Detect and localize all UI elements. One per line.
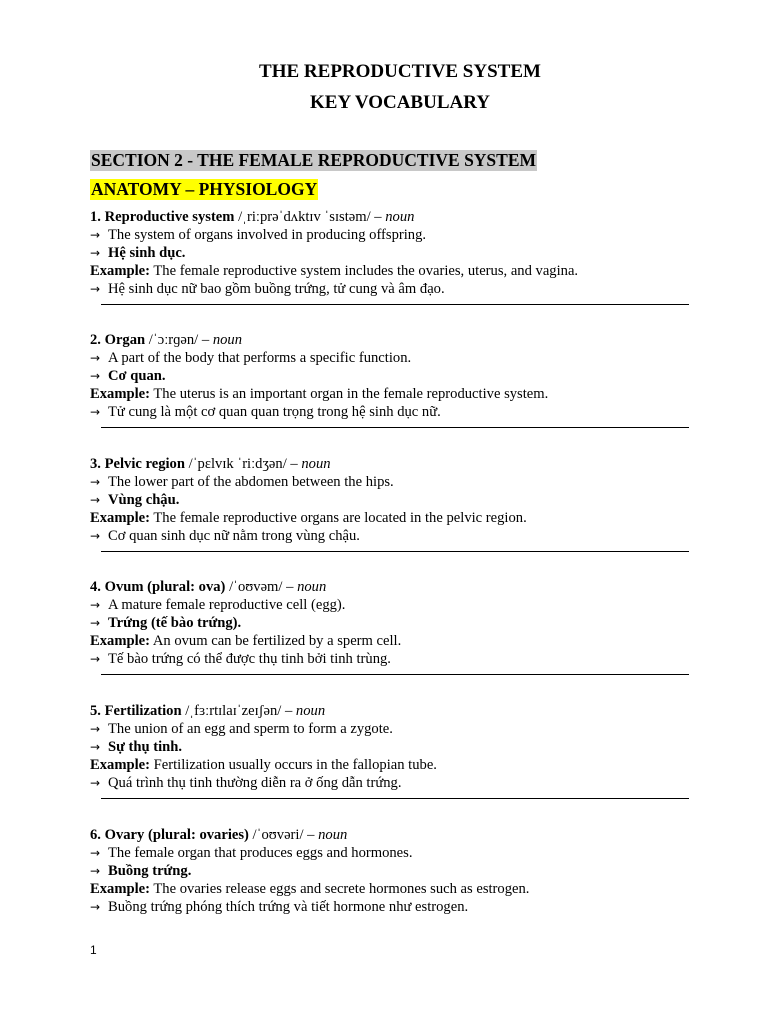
entry-ipa: /ˈoʊvəm/ — [229, 579, 283, 595]
entry-example — [90, 509, 690, 527]
subheading: ANATOMY – PHYSIOLOGY — [91, 179, 318, 199]
example-translation-text: Hệ sinh dục nữ bao gồm buồng trứng, tử cung và âm đạo. — [108, 281, 445, 297]
definition-text: The union of an egg and sperm to form a zygote. — [108, 721, 393, 737]
example-label: Example: — [90, 510, 150, 526]
entry-example — [90, 385, 690, 403]
example-label: Example: — [90, 633, 150, 649]
entry-divider — [101, 551, 689, 552]
entry-header — [90, 331, 690, 349]
vocab-entry — [90, 578, 690, 668]
arrow-icon: → — [90, 864, 101, 878]
arrow-icon: → — [90, 351, 101, 365]
vocab-entry — [90, 455, 690, 545]
entry-term: 5. Fertilization — [90, 703, 182, 719]
entry-example-translation — [90, 774, 690, 792]
page-subtitle: KEY VOCABULARY — [310, 92, 490, 113]
example-label: Example: — [90, 757, 150, 773]
vocab-entry — [90, 702, 690, 792]
arrow-icon: → — [90, 616, 101, 630]
example-translation-text: Tử cung là một cơ quan quan trọng trong hệ sinh dục nữ. — [108, 404, 441, 420]
entry-example — [90, 632, 690, 650]
entry-separator: – — [370, 209, 386, 225]
arrow-icon: → — [90, 529, 101, 543]
entry-example — [90, 262, 690, 280]
entry-divider — [101, 427, 689, 428]
arrow-icon: → — [90, 740, 101, 754]
translation-text: Trứng (tế bào trứng). — [108, 615, 242, 631]
definition-text: The system of organs involved in producing offspring. — [108, 227, 427, 243]
example-text: The female reproductive organs are located in the pelvic region. — [153, 510, 527, 526]
entry-example-translation — [90, 527, 690, 545]
entry-translation — [90, 738, 690, 756]
page-title: THE REPRODUCTIVE SYSTEM — [259, 61, 541, 82]
arrow-icon: → — [90, 722, 101, 736]
arrow-icon: → — [90, 776, 101, 790]
vocab-entry — [90, 208, 690, 298]
entry-divider — [101, 304, 689, 305]
translation-text: Hệ sinh dục. — [108, 245, 186, 261]
arrow-icon: → — [90, 475, 101, 489]
entry-definition — [90, 226, 690, 244]
entry-definition — [90, 720, 690, 738]
example-translation-text: Tế bào trứng có thể được thụ tinh bởi tinh trùng. — [108, 651, 391, 667]
entry-term: 3. Pelvic region — [90, 456, 185, 472]
translation-text: Vùng chậu. — [108, 492, 180, 508]
entry-header — [90, 208, 690, 226]
entry-example-translation — [90, 403, 690, 421]
example-translation-text: Cơ quan sinh dục nữ nằm trong vùng chậu. — [108, 528, 360, 544]
arrow-icon: → — [90, 846, 101, 860]
entry-translation — [90, 367, 690, 385]
entry-example — [90, 880, 690, 898]
page-number: 1 — [90, 943, 97, 957]
arrow-icon: → — [90, 246, 101, 260]
arrow-icon: → — [90, 652, 101, 666]
entry-divider — [101, 798, 689, 799]
arrow-icon: → — [90, 598, 101, 612]
arrow-icon: → — [90, 228, 101, 242]
entry-separator: – — [282, 579, 298, 595]
definition-text: A part of the body that performs a specific function. — [108, 350, 412, 366]
entry-pos: noun — [385, 209, 415, 225]
vocab-entry — [90, 826, 690, 916]
entry-ipa: /ˌfɜːrtɪlaɪˈzeɪʃən/ — [185, 703, 282, 719]
example-label: Example: — [90, 881, 150, 897]
entry-definition — [90, 844, 690, 862]
entry-translation — [90, 862, 690, 880]
entry-term: 6. Ovary (plural: ovaries) — [90, 827, 249, 843]
entry-ipa: /ˈoʊvəri/ — [252, 827, 304, 843]
entry-pos: noun — [212, 332, 243, 348]
translation-text: Buồng trứng. — [108, 863, 192, 879]
definition-text: The lower part of the abdomen between the hips. — [108, 474, 394, 490]
example-translation-text: Buồng trứng phóng thích trứng và tiết hormone như estrogen. — [108, 899, 469, 915]
arrow-icon: → — [90, 405, 101, 419]
entry-divider — [101, 674, 689, 675]
entry-ipa: /ˌriːprəˈdʌktɪv ˈsɪstəm/ — [238, 209, 371, 225]
entry-definition — [90, 349, 690, 367]
example-text: The female reproductive system includes the ovaries, uterus, and vagina. — [153, 263, 579, 279]
entry-header — [90, 702, 690, 720]
entry-ipa: /ˈpɛlvɪk ˈriːdʒən/ — [188, 456, 287, 472]
entry-translation — [90, 491, 690, 509]
entry-ipa: /ˈɔːrɡən/ — [148, 332, 199, 348]
entry-example-translation — [90, 280, 690, 298]
vocab-entry — [90, 331, 690, 421]
entry-term: 4. Ovum (plural: ova) — [90, 579, 226, 595]
entry-term: 2. Organ — [90, 332, 146, 348]
arrow-icon: → — [90, 369, 101, 383]
entry-separator: – — [198, 332, 213, 348]
section-heading: SECTION 2 - THE FEMALE REPRODUCTIVE SYSTEM — [91, 150, 537, 170]
entry-header — [90, 455, 690, 473]
entry-term: 1. Reproductive system — [90, 209, 235, 225]
entry-definition — [90, 596, 690, 614]
entry-example-translation — [90, 898, 690, 916]
entry-pos: noun — [295, 703, 326, 719]
example-text: The uterus is an important organ in the female reproductive system. — [153, 386, 549, 402]
definition-text: A mature female reproductive cell (egg). — [108, 597, 346, 613]
translation-text: Cơ quan. — [108, 368, 166, 384]
entry-definition — [90, 473, 690, 491]
entry-pos: noun — [318, 827, 348, 843]
definition-text: The female organ that produces eggs and hormones. — [108, 845, 413, 861]
arrow-icon: → — [90, 900, 101, 914]
example-text: The ovaries release eggs and secrete hormones such as estrogen. — [153, 881, 530, 897]
entry-example-translation — [90, 650, 690, 668]
example-text: An ovum can be fertilized by a sperm cell. — [152, 633, 402, 649]
arrow-icon: → — [90, 493, 101, 507]
entry-translation — [90, 244, 690, 262]
entry-pos: noun — [297, 579, 327, 595]
translation-text: Sự thụ tinh. — [108, 739, 183, 755]
entry-separator: – — [286, 456, 302, 472]
entry-header — [90, 578, 690, 596]
example-label: Example: — [90, 386, 150, 402]
entry-example — [90, 756, 690, 774]
example-label: Example: — [90, 263, 150, 279]
entry-separator: – — [281, 703, 296, 719]
example-translation-text: Quá trình thụ tinh thường diễn ra ở ống dẫn trứng. — [108, 775, 402, 791]
entry-header — [90, 826, 690, 844]
arrow-icon: → — [90, 282, 101, 296]
entry-pos: noun — [301, 456, 331, 472]
example-text: Fertilization usually occurs in the fallopian tube. — [153, 757, 437, 773]
entry-separator: – — [303, 827, 319, 843]
entry-translation — [90, 614, 690, 632]
